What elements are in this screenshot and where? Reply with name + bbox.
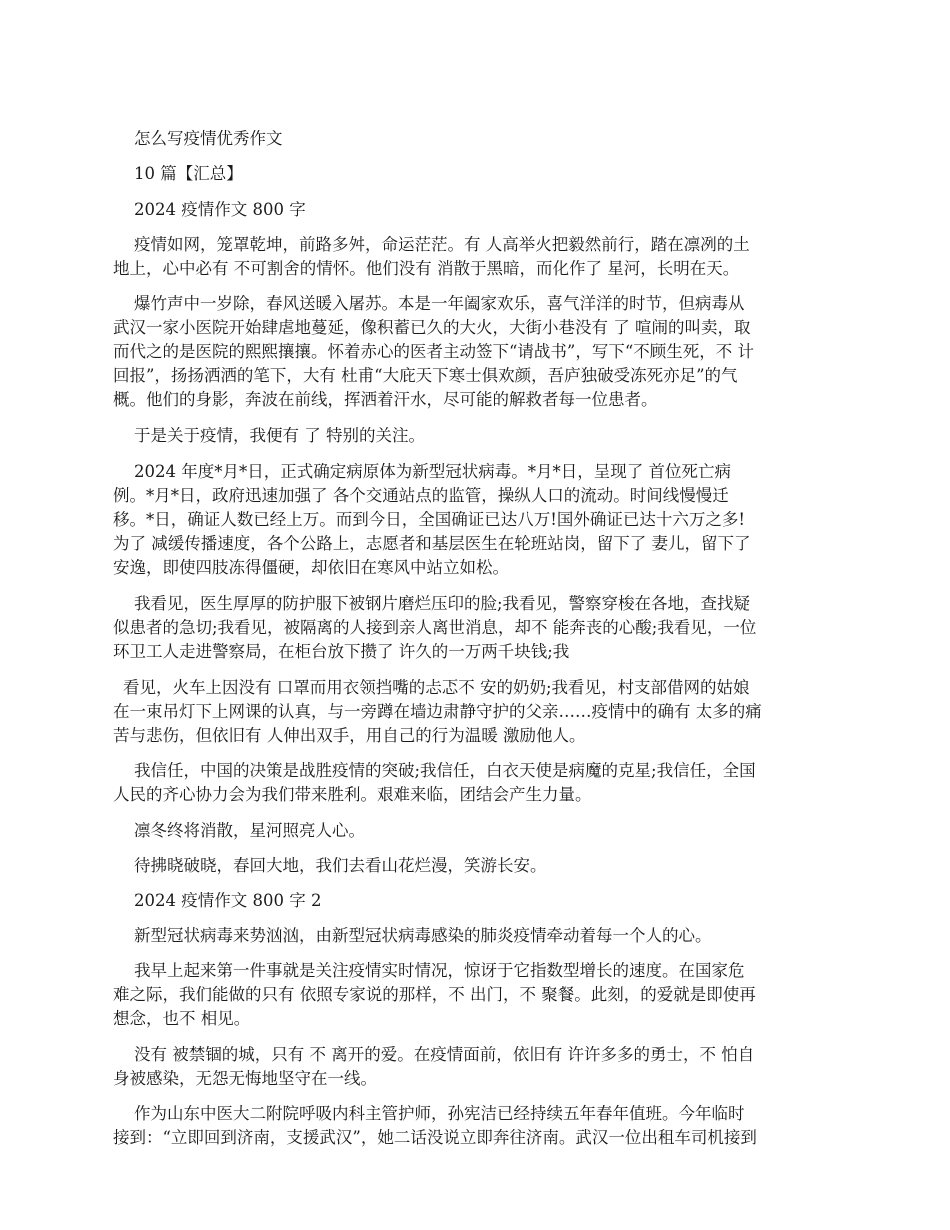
text-line: 想念，也不 相见。 [113,1009,251,1028]
text-line: 接到：“立即回到济南，支援武汉”，她二话没说立即奔往济南。武汉一位出租车司机接到 [113,1128,757,1147]
text-line: 2024 年度*月*日，正式确定病原体为新型冠状病毒。*月*日，呈现了 首位死亡病 [134,462,731,481]
text-line: 安逸，即使四肢冻得僵硬，却依旧在寒风中站立如松。 [113,558,509,577]
text-line: 苦与悲伤，但依旧有 人伸出双手，用自己的行为温暖 激励他人。 [113,726,586,745]
text-line: 没有 被禁锢的城，只有 不 离开的爱。在疫情面前，依旧有 许许多多的勇士，不 怕自 [134,1045,755,1064]
doc-title: 怎么写疫情优秀作文 [134,129,283,148]
text-line: 在一束吊灯下上网课的认真，与一旁蹲在墙边肃静守护的父亲……疫情中的确有 太多的痛 [113,702,762,721]
text-line: 新型冠状病毒来势汹汹，由新型冠状病毒感染的肺炎疫情牵动着每一个人的心。 [134,926,712,945]
text-line: 于是关于疫情，我便有 了 特别的关注。 [134,426,425,445]
text-line: 我信任，中国的决策是战胜疫情的突破;我信任，白衣天使是病魔的克星;我信任，全国 [134,761,756,780]
text-line: 例。*月*日，政府迅速加强了 各个交通站点的监管，操纵人口的流动。时间线慢慢迁 [113,486,729,505]
text-line: 回报”，扬扬洒洒的笔下，大有 杜甫“大庇天下寒士俱欢颜，吾庐独破受冻死亦足”的气 [113,366,738,385]
text-line: 我早上起来第一件事就是关注疫情实时情况，惊讶于它指数型增长的速度。在国家危 [134,961,745,980]
text-line: 爆竹声中一岁除，春风送暖入屠苏。本是一年阖家欢乐，喜气洋洋的时节，但病毒从 [134,294,745,313]
text-line: 难之际，我们能做的只有 依照专家说的那样，不 出门，不 聚餐。此刻，的爱就是即使再 [113,985,756,1004]
text-line: 为了 减缓传播速度，各个公路上，志愿者和基层医生在轮班站岗，留下了 妻儿，留下了 [113,534,751,553]
text-line: 武汉一家小医院开始肆虐地蔓延，像积蓄已久的大火，大街小巷没有 了 喧闹的叫卖，取 [113,318,751,337]
text-line: 人民的齐心协力会为我们带来胜利。艰难来临，团结会产生力量。 [113,785,592,804]
text-line: 而代之的是医院的熙熙攘攘。怀着赤心的医者主动签下“请战书”，写下“不顾生死，不 计 [113,342,755,361]
text-line: 地上，心中必有 不可割舍的情怀。他们没有 消散于黑暗，而化作了 星河，长明在天。 [113,259,740,278]
text-line: 作为山东中医大二附院呼吸内科主管护师，孙宪洁已经持续五年春年值班。今年临时 [134,1104,745,1123]
text-line: 我看见，医生厚厚的防护服下被钢片磨烂压印的脸;我看见，警察穿梭在各地，查找疑 [134,594,751,613]
text-line: 环卫工人走进警察局，在柜台放下攒了 许久的一万两千块钱;我 [113,642,570,661]
text-line: 移。*日，确证人数已经上万。而到今日，全国确证已达八万!国外确证已达十六万之多! [113,510,746,529]
text-line: 疫情如网，笼罩乾坤，前路多舛，命运茫茫。有 人高举火把毅然前行，踏在凛冽的土 [134,235,750,254]
text-line: 看见，火车上因没有 口罩而用衣领挡嘴的忐忑不 安的奶奶;我看见，村支部借网的姑娘 [123,678,750,697]
section-heading: 2024 疫情作文 800 字 [134,200,306,219]
section-heading: 2024 疫情作文 800 字 2 [134,891,322,910]
text-line: 待拂晓破晓，春回大地，我们去看山花烂漫，笑游长安。 [134,856,547,875]
text-line: 身被感染，无怨无悔地坚守在一线。 [113,1069,377,1088]
text-line: 似患者的急切;我看见，被隔离的人接到亲人离世消息，却不 能奔丧的心酸;我看见，一位 [113,618,757,637]
doc-subtitle: 10 篇【汇总】 [134,164,243,183]
text-line: 概。他们的身影，奔波在前线，挥洒着汗水，尽可能的解救者每一位患者。 [113,390,658,409]
text-line: 凛冬终将消散，星河照亮人心。 [134,821,365,840]
